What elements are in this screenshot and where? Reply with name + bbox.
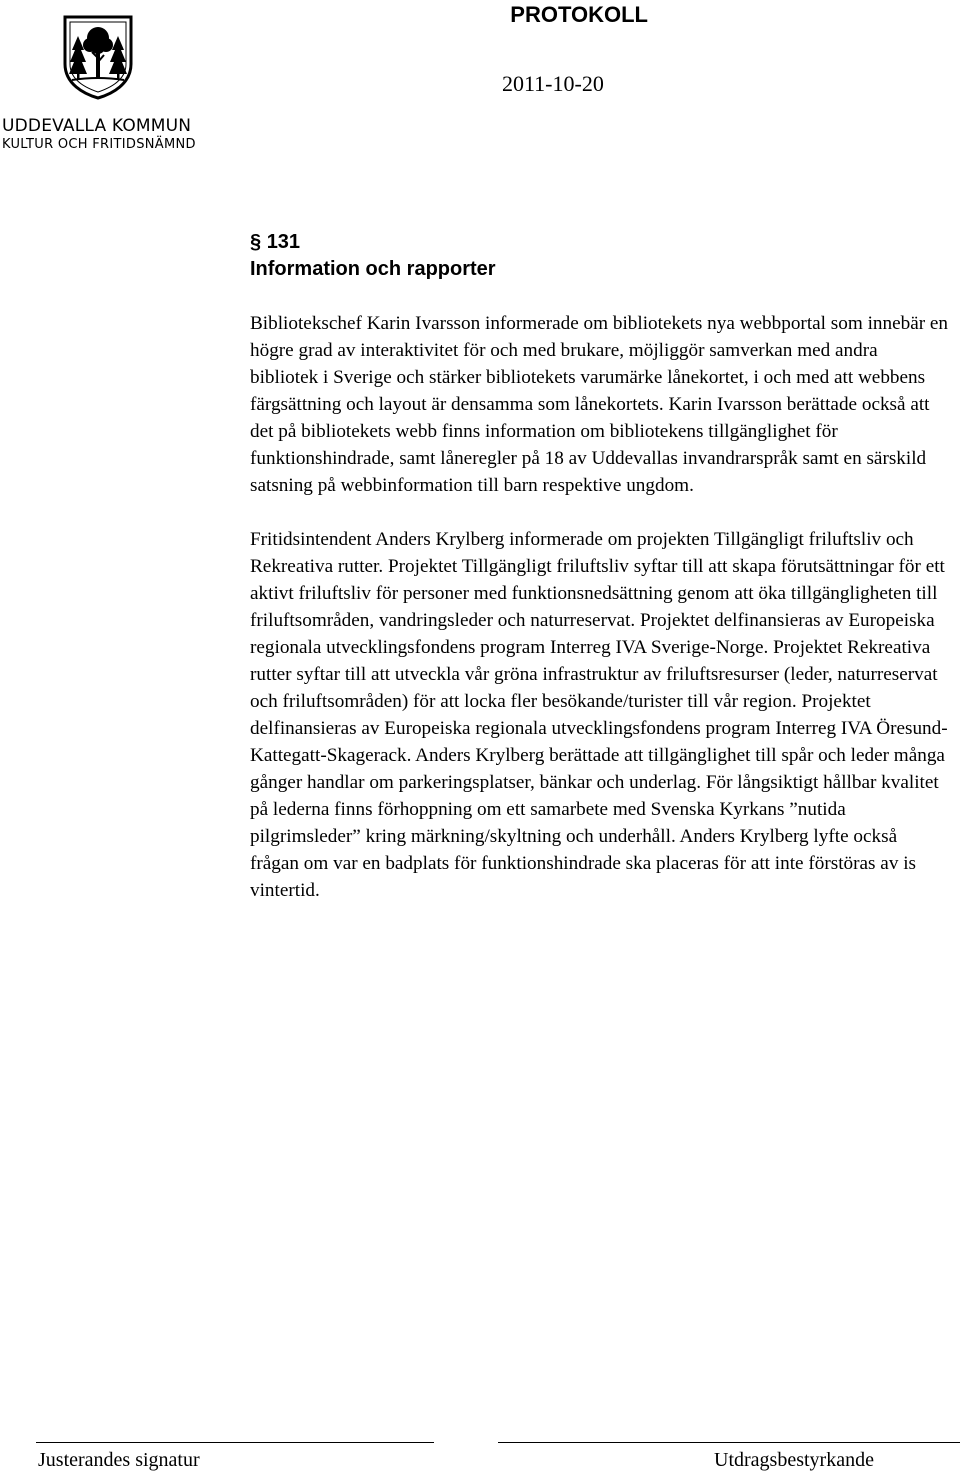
section-title: Information och rapporter xyxy=(250,258,496,280)
document-type: PROTOKOLL xyxy=(510,2,648,27)
footer-signature-label: Justerandes signatur xyxy=(38,1449,200,1471)
section-number-line xyxy=(250,229,496,256)
municipal-logo xyxy=(62,14,134,100)
section-heading xyxy=(250,229,496,283)
section-number: 131 xyxy=(266,231,301,253)
document-date: 2011-10-20 xyxy=(502,71,604,96)
organization-name: UDDEVALLA KOMMUN xyxy=(2,116,192,136)
footer-certification-label: Utdragsbestyrkande xyxy=(714,1449,874,1471)
paragraph-library-info: Bibliotekschef Karin Ivarsson informerade om bibliotekets nya webbportal som innebär en högre grad av interaktivitet för och med brukare, möjliggör samverkan med andra bibliotek i Sverige och stärker bibliotekets varumärke lånekortet, i och med att webbens färgsättning och layout är densamma som lånekortets. Karin Ivarsson berättade också att det på bibliotekets webb finns information om bibliotekens tillgänglighet för funktionshindrade, samt låneregler på 18 av Uddevallas invandrarspråk samt en särskild satsning på webbinformation till barn respektive ungdom. xyxy=(250,313,949,496)
paragraph-leisure-projects: Fritidsintendent Anders Krylberg informerade om projekten Tillgängligt friluftsliv och Rekreativa rutter. Projektet Tillgängligt friluftsliv syftar till att skapa förutsättningar för ett aktivt friluftsliv för personer med funktionsnedsättning genom att öka tillgängligheten till friluftsområden, vandringsleder och naturreservat. Projektet delfinansieras av Europeiska regionala utvecklingsfondens program Interreg IVA Sverige-Norge. Projektet Rekreativa rutter syftar till att utveckla vår gröna infrastruktur av friluftsresurser (leder, naturreservat och friluftsområden) för att locka fler besökande/turister till vår region. Projektet delfinansieras av Europeiska regionala utvecklingsfondens program Interreg IVA Öresund-Kattegatt-Skagerack. Anders Krylberg berättade att tillgänglighet till spår och leder många gånger handlar om parkeringsplatser, bänkar och underlag. För långsiktigt hållbar kvalitet på lederna finns förhoppning om ett samarbete med Svenska Kyrkans ”nutida pilgrimsleder” kring märkning/skyltning och underhåll. Anders Krylberg lyfte också frågan om var en badplats för funktionshindrade ska placeras för att inte förstöras av is vintertid. xyxy=(250,529,948,901)
department-name: KULTUR OCH FRITIDSNÄMND xyxy=(2,137,196,152)
coat-of-arms-icon xyxy=(62,14,134,100)
signature-line-right xyxy=(498,1442,960,1443)
signature-line-left xyxy=(36,1442,434,1443)
section-symbol: § xyxy=(250,231,262,253)
protocol-body xyxy=(250,310,950,904)
